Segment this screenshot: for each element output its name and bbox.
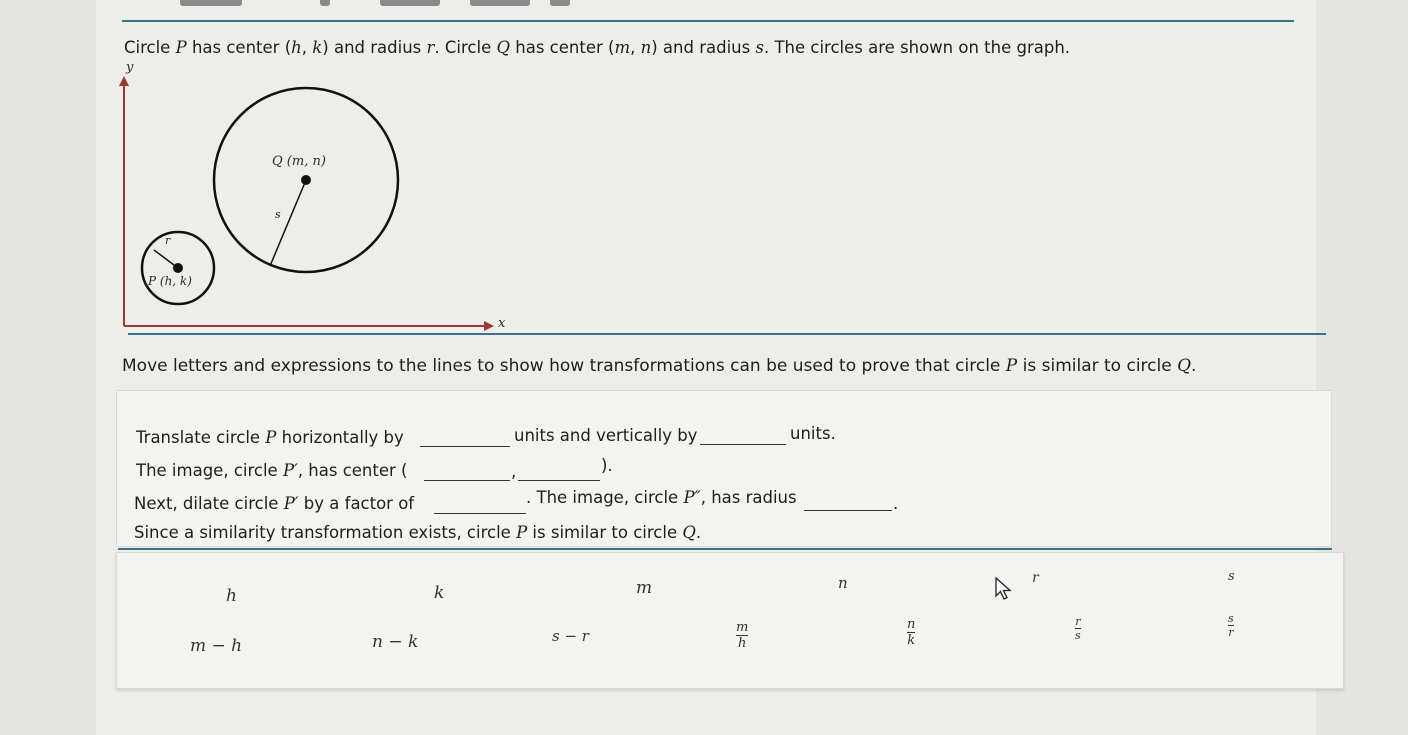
tray-divider [118, 548, 1332, 550]
statement-text: , has center ( [297, 461, 408, 480]
circle-p-radius-label: r [165, 234, 171, 247]
dilation-factor-drop-line[interactable] [434, 513, 526, 514]
circle-q-radius [270, 180, 306, 266]
tile-k[interactable]: k [434, 583, 445, 603]
toolbar-tab[interactable] [470, 0, 530, 6]
statement-text: by a factor of [298, 494, 415, 513]
tile-r[interactable]: r [1032, 570, 1039, 586]
toolbar-tab[interactable] [180, 0, 242, 6]
fraction-numerator: r [1075, 615, 1081, 628]
prompt-var: P [175, 38, 187, 57]
statement-text: horizontally by [276, 428, 404, 447]
tile-s-minus-r[interactable]: s − r [552, 627, 589, 645]
prompt-text: ) and radius [322, 38, 427, 57]
fraction-denominator: k [907, 633, 916, 648]
circles-graph [110, 62, 510, 337]
tile-n[interactable]: n [838, 574, 848, 592]
top-divider [122, 20, 1294, 22]
circle-q-label: Q (m, n) [272, 154, 326, 169]
fraction-denominator: h [737, 636, 747, 651]
tile-tray [116, 552, 1344, 689]
question-text-segment: Move letters and expressions to the lines to show how transformations can be used to prove that circle [122, 356, 1006, 376]
image-center-x-drop-line[interactable] [424, 480, 510, 481]
x-axis-arrow [484, 321, 494, 331]
statement-text: , [511, 462, 517, 481]
toolbar-tab[interactable] [320, 0, 330, 6]
statement-line-1 [136, 428, 404, 447]
toolbar-tab[interactable] [380, 0, 440, 6]
question-text-segment: . [1191, 356, 1197, 376]
question-text-segment: is similar to circle [1017, 356, 1178, 376]
statement-text: Next, dilate circle [134, 494, 284, 513]
statement-text: . [695, 523, 702, 542]
problem-statement [124, 38, 1070, 57]
statement-text: . [893, 494, 899, 513]
prompt-text: Circle [124, 38, 176, 57]
image-radius-drop-line[interactable] [804, 510, 892, 511]
statement-text: Since a similarity transformation exists, circle [134, 523, 517, 542]
tile-n-minus-k[interactable]: n − k [372, 632, 419, 652]
prompt-var: h [291, 38, 302, 57]
tile-s-over-r[interactable] [1228, 607, 1234, 638]
fraction-numerator: n [907, 617, 916, 632]
prompt-text: . The circles are shown on the graph. [763, 38, 1071, 57]
prompt-var: r [426, 38, 435, 57]
tile-m[interactable]: m [636, 578, 653, 598]
fraction-denominator: s [1075, 629, 1081, 642]
statement-text: is similar to circle [527, 523, 683, 542]
statement-var: P [265, 428, 277, 447]
statement-text: ). [601, 456, 613, 475]
tile-m-minus-h[interactable]: m − h [190, 636, 243, 656]
tile-h[interactable]: h [226, 586, 237, 606]
statement-text: , has radius [700, 488, 797, 507]
toolbar-strip [180, 0, 630, 6]
statement-var: Q [682, 523, 696, 542]
tile-n-over-k[interactable] [907, 613, 915, 647]
statement-text: . The image, circle [526, 488, 684, 507]
fraction [907, 618, 915, 647]
statement-text: Translate circle [136, 428, 266, 447]
statement-line-4 [134, 523, 701, 542]
prompt-var: m [614, 38, 631, 57]
question-var: P [1005, 356, 1018, 376]
fraction-numerator: s [1228, 612, 1234, 625]
x-axis-label: x [498, 316, 506, 331]
statement-text: The image, circle [136, 461, 283, 480]
tile-m-over-h[interactable] [736, 616, 748, 650]
statement-line-2 [136, 461, 407, 480]
tile-s[interactable]: s [1228, 569, 1235, 584]
fraction [1228, 613, 1234, 638]
circle-q-radius-label: s [275, 208, 281, 221]
statement-var: P′ [283, 494, 299, 513]
statement-line-3 [134, 494, 414, 513]
prompt-text: has center ( [510, 38, 615, 57]
y-axis-label: y [126, 60, 134, 75]
fraction-numerator: m [736, 620, 749, 635]
circle-p-label: P (h, k) [148, 274, 192, 288]
horizontal-shift-drop-line[interactable] [420, 446, 510, 447]
graph-canvas [110, 62, 510, 337]
y-axis-arrow [119, 76, 129, 86]
statement-text: units. [790, 424, 836, 443]
tile-r-over-s[interactable] [1075, 610, 1081, 641]
toolbar-tab[interactable] [550, 0, 570, 6]
statement-var: P [516, 523, 528, 542]
statement-line-3-tail [526, 488, 797, 507]
prompt-text: ) and radius [651, 38, 756, 57]
section-divider [128, 333, 1326, 335]
prompt-var: n [640, 38, 652, 57]
image-center-y-drop-line[interactable] [518, 480, 600, 481]
statement-var: P′ [282, 461, 298, 480]
circle-p-radius [154, 250, 178, 268]
question-var: Q [1177, 356, 1192, 376]
fraction [736, 621, 748, 650]
statement-text: units and vertically by [514, 426, 698, 445]
mouse-pointer-icon [994, 576, 1014, 602]
fraction-denominator: r [1228, 626, 1234, 639]
prompt-var: Q [496, 38, 511, 57]
prompt-text: . Circle [434, 38, 497, 57]
statement-var: P″ [683, 488, 701, 507]
prompt-var: k [312, 38, 323, 57]
question-text [122, 356, 1196, 376]
prompt-text: , [301, 38, 313, 57]
prompt-text: , [630, 38, 641, 57]
fraction [1075, 616, 1081, 641]
vertical-shift-drop-line[interactable] [700, 444, 786, 445]
prompt-var: s [755, 38, 764, 57]
prompt-text: has center ( [186, 38, 292, 57]
